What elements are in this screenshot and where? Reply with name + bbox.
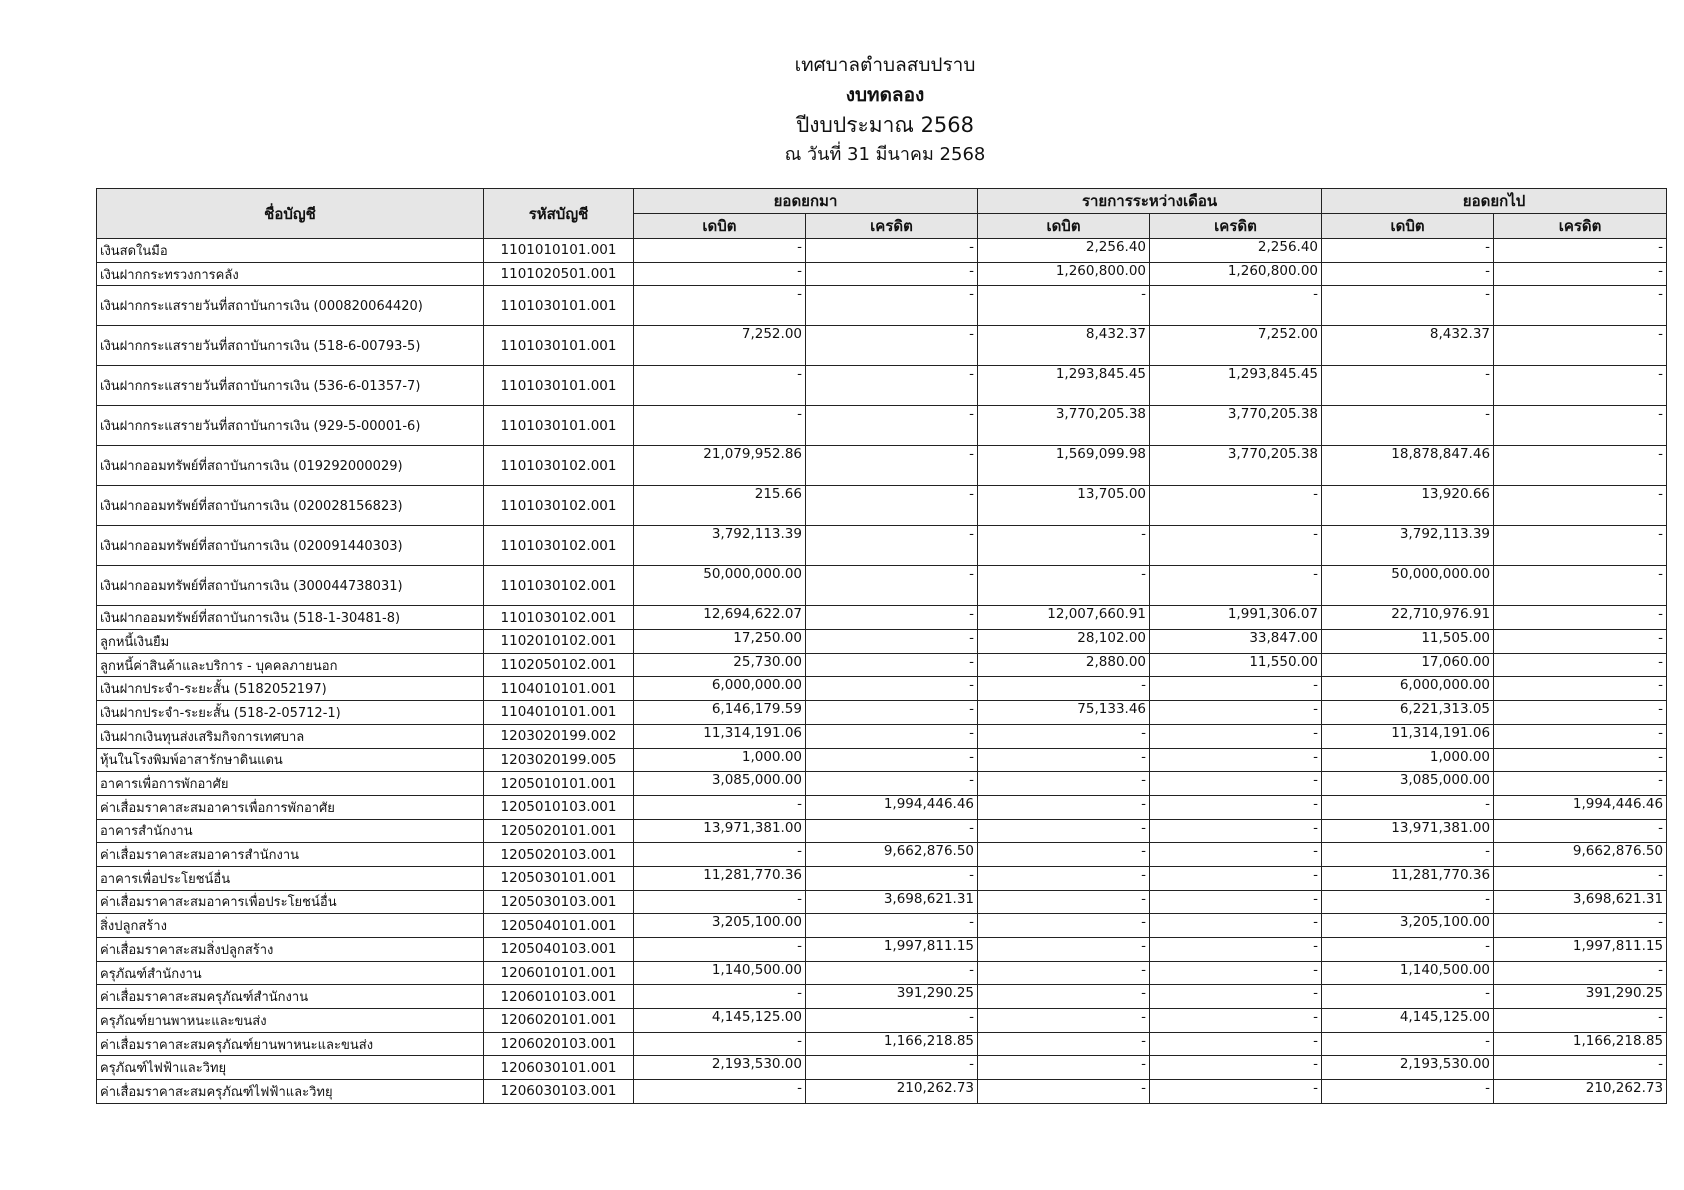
table-row [97, 653, 1667, 677]
table-row [97, 326, 1667, 366]
month-credit-cell: - [1150, 866, 1322, 890]
month-debit-cell: - [978, 985, 1150, 1009]
opening-credit-cell: - [806, 1009, 978, 1033]
closing-credit-cell: - [1494, 653, 1667, 677]
opening-debit-cell: 7,252.00 [634, 326, 806, 366]
table-body [97, 239, 1667, 1104]
opening-debit-cell: - [634, 286, 806, 326]
account-name-cell: อาคารเพื่อการพักอาศัย [97, 772, 484, 796]
opening-credit-cell: - [806, 406, 978, 446]
table-row [97, 748, 1667, 772]
month-credit-cell: - [1150, 724, 1322, 748]
table-row [97, 606, 1667, 630]
table-row [97, 630, 1667, 654]
opening-credit-cell: - [806, 961, 978, 985]
closing-debit-cell: 13,971,381.00 [1322, 819, 1494, 843]
account-code-cell: 1206010101.001 [484, 961, 634, 985]
month-credit-cell: - [1150, 961, 1322, 985]
account-name-cell: เงินฝากประจำ-ระยะสั้น (5182052197) [97, 677, 484, 701]
account-code-cell: 1205040101.001 [484, 914, 634, 938]
opening-credit-cell: - [806, 606, 978, 630]
closing-debit-cell: - [1322, 239, 1494, 263]
closing-credit-cell: 391,290.25 [1494, 985, 1667, 1009]
table-row [97, 1056, 1667, 1080]
table-row [97, 985, 1667, 1009]
closing-debit-cell: - [1322, 1080, 1494, 1104]
closing-credit-cell: - [1494, 819, 1667, 843]
closing-credit-cell: - [1494, 724, 1667, 748]
closing-debit-cell: 1,140,500.00 [1322, 961, 1494, 985]
closing-debit-cell: - [1322, 366, 1494, 406]
month-debit-cell: - [978, 890, 1150, 914]
month-debit-cell: - [978, 1009, 1150, 1033]
account-code-cell: 1205040103.001 [484, 938, 634, 962]
closing-credit-cell: 1,994,446.46 [1494, 795, 1667, 819]
opening-debit-cell: 1,140,500.00 [634, 961, 806, 985]
table-row [97, 486, 1667, 526]
month-debit-cell: 1,569,099.98 [978, 446, 1150, 486]
month-credit-cell: 1,293,845.45 [1150, 366, 1322, 406]
closing-credit-cell: - [1494, 446, 1667, 486]
opening-credit-cell: 1,166,218.85 [806, 1032, 978, 1056]
report-header [0, 50, 1684, 170]
closing-credit-cell: 9,662,876.50 [1494, 843, 1667, 867]
opening-credit-cell: - [806, 724, 978, 748]
account-code-cell: 1101030101.001 [484, 366, 634, 406]
account-name-cell: เงินฝากออมทรัพย์ที่สถาบันการเงิน (518-1-30481-8) [97, 606, 484, 630]
table-row [97, 795, 1667, 819]
closing-credit-cell: - [1494, 262, 1667, 286]
opening-debit-cell: 6,146,179.59 [634, 701, 806, 725]
account-code-cell: 1101030102.001 [484, 446, 634, 486]
account-name-cell: สิ่งปลูกสร้าง [97, 914, 484, 938]
month-debit-cell: 3,770,205.38 [978, 406, 1150, 446]
trial-balance-sheet [96, 188, 1667, 1104]
month-debit-cell: - [978, 724, 1150, 748]
report-title: งบทดลอง [845, 84, 925, 106]
opening-debit-cell: - [634, 239, 806, 263]
month-credit-cell: 2,256.40 [1150, 239, 1322, 263]
account-code-cell: 1101030102.001 [484, 566, 634, 606]
opening-debit-cell: 6,000,000.00 [634, 677, 806, 701]
month-credit-cell: - [1150, 526, 1322, 566]
closing-debit-cell: 22,710,976.91 [1322, 606, 1494, 630]
table-row [97, 1080, 1667, 1104]
month-debit-cell: - [978, 677, 1150, 701]
closing-credit-cell: 210,262.73 [1494, 1080, 1667, 1104]
month-debit-cell: 2,256.40 [978, 239, 1150, 263]
account-code-cell: 1205020103.001 [484, 843, 634, 867]
month-debit-cell: - [978, 1080, 1150, 1104]
opening-debit-cell: 17,250.00 [634, 630, 806, 654]
closing-credit-cell: - [1494, 406, 1667, 446]
opening-debit-cell: 4,145,125.00 [634, 1009, 806, 1033]
closing-credit-cell: - [1494, 677, 1667, 701]
account-name-cell: ครุภัณฑ์ยานพาหนะและขนส่ง [97, 1009, 484, 1033]
month-credit-cell: - [1150, 1080, 1322, 1104]
report-date: ณ วันที่ 31 มีนาคม 2568 [784, 144, 986, 165]
account-code-cell: 1205030101.001 [484, 866, 634, 890]
account-name-cell: ค่าเสื่อมราคาสะสมสิ่งปลูกสร้าง [97, 938, 484, 962]
account-code-cell: 1206010103.001 [484, 985, 634, 1009]
closing-debit-cell: 4,145,125.00 [1322, 1009, 1494, 1033]
header-month-debit: เดบิต [978, 214, 1150, 239]
account-code-cell: 1206020101.001 [484, 1009, 634, 1033]
account-name-cell: เงินฝากออมทรัพย์ที่สถาบันการเงิน (020028156823) [97, 486, 484, 526]
header-closing-balance: ยอดยกไป [1322, 189, 1667, 214]
month-credit-cell: - [1150, 566, 1322, 606]
header-closing-credit: เครดิต [1494, 214, 1667, 239]
account-name-cell: เงินฝากออมทรัพย์ที่สถาบันการเงิน (300044738031) [97, 566, 484, 606]
table-row [97, 819, 1667, 843]
account-name-cell: อาคารสำนักงาน [97, 819, 484, 843]
opening-credit-cell: - [806, 1056, 978, 1080]
opening-credit-cell: 9,662,876.50 [806, 843, 978, 867]
opening-debit-cell: - [634, 938, 806, 962]
closing-debit-cell: - [1322, 843, 1494, 867]
month-debit-cell: - [978, 286, 1150, 326]
month-credit-cell: - [1150, 795, 1322, 819]
header-opening-debit: เดบิต [634, 214, 806, 239]
month-debit-cell: - [978, 961, 1150, 985]
header-monthly-transactions: รายการระหว่างเดือน [978, 189, 1322, 214]
month-credit-cell: 1,991,306.07 [1150, 606, 1322, 630]
closing-credit-cell: - [1494, 326, 1667, 366]
opening-debit-cell: - [634, 1080, 806, 1104]
opening-debit-cell: - [634, 890, 806, 914]
opening-debit-cell: 50,000,000.00 [634, 566, 806, 606]
header-month-credit: เครดิต [1150, 214, 1322, 239]
table-row [97, 890, 1667, 914]
header-opening-balance: ยอดยกมา [634, 189, 978, 214]
opening-debit-cell: - [634, 985, 806, 1009]
month-debit-cell: - [978, 1056, 1150, 1080]
account-code-cell: 1205010103.001 [484, 795, 634, 819]
closing-credit-cell: - [1494, 748, 1667, 772]
month-credit-cell: 3,770,205.38 [1150, 406, 1322, 446]
month-debit-cell: - [978, 566, 1150, 606]
trial-balance-table [96, 188, 1667, 1104]
account-name-cell: เงินสดในมือ [97, 239, 484, 263]
month-credit-cell: - [1150, 748, 1322, 772]
opening-credit-cell: 1,994,446.46 [806, 795, 978, 819]
month-debit-cell: 1,293,845.45 [978, 366, 1150, 406]
table-row [97, 406, 1667, 446]
table-row [97, 677, 1667, 701]
account-code-cell: 1205020101.001 [484, 819, 634, 843]
month-debit-cell: - [978, 748, 1150, 772]
closing-debit-cell: 3,085,000.00 [1322, 772, 1494, 796]
month-debit-cell: 1,260,800.00 [978, 262, 1150, 286]
account-name-cell: ค่าเสื่อมราคาสะสมครุภัณฑ์ไฟฟ้าและวิทยุ [97, 1080, 484, 1104]
table-row [97, 961, 1667, 985]
account-code-cell: 1101030102.001 [484, 606, 634, 630]
table-row [97, 772, 1667, 796]
account-code-cell: 1102010102.001 [484, 630, 634, 654]
month-debit-cell: 12,007,660.91 [978, 606, 1150, 630]
account-name-cell: ลูกหนี้ค่าสินค้าและบริการ - บุคคลภายนอก [97, 653, 484, 677]
opening-debit-cell: - [634, 366, 806, 406]
month-credit-cell: 3,770,205.38 [1150, 446, 1322, 486]
month-debit-cell: 13,705.00 [978, 486, 1150, 526]
table-row [97, 914, 1667, 938]
closing-debit-cell: - [1322, 262, 1494, 286]
opening-credit-cell: 3,698,621.31 [806, 890, 978, 914]
account-code-cell: 1102050102.001 [484, 653, 634, 677]
account-code-cell: 1206030101.001 [484, 1056, 634, 1080]
closing-debit-cell: 2,193,530.00 [1322, 1056, 1494, 1080]
table-row [97, 366, 1667, 406]
opening-credit-cell: - [806, 748, 978, 772]
opening-credit-cell: - [806, 239, 978, 263]
closing-debit-cell: 50,000,000.00 [1322, 566, 1494, 606]
account-code-cell: 1203020199.002 [484, 724, 634, 748]
opening-debit-cell: 3,205,100.00 [634, 914, 806, 938]
closing-debit-cell: 1,000.00 [1322, 748, 1494, 772]
opening-credit-cell: - [806, 677, 978, 701]
account-code-cell: 1101030101.001 [484, 286, 634, 326]
opening-credit-cell: - [806, 772, 978, 796]
closing-debit-cell: 6,221,313.05 [1322, 701, 1494, 725]
account-code-cell: 1101010101.001 [484, 239, 634, 263]
table-row [97, 239, 1667, 263]
opening-debit-cell: 1,000.00 [634, 748, 806, 772]
month-credit-cell: - [1150, 677, 1322, 701]
opening-credit-cell: - [806, 630, 978, 654]
opening-debit-cell: 3,085,000.00 [634, 772, 806, 796]
month-credit-cell: 7,252.00 [1150, 326, 1322, 366]
closing-credit-cell: - [1494, 914, 1667, 938]
closing-debit-cell: 3,205,100.00 [1322, 914, 1494, 938]
account-name-cell: เงินฝากกระแสรายวันที่สถาบันการเงิน (536-6-01357-7) [97, 366, 484, 406]
account-name-cell: ครุภัณฑ์ไฟฟ้าและวิทยุ [97, 1056, 484, 1080]
opening-credit-cell: - [806, 914, 978, 938]
closing-debit-cell: 11,505.00 [1322, 630, 1494, 654]
opening-debit-cell: 3,792,113.39 [634, 526, 806, 566]
organization-name: เทศบาลตำบลสบปราบ [794, 54, 976, 76]
account-name-cell: เงินฝากกระแสรายวันที่สถาบันการเงิน (518-6-00793-5) [97, 326, 484, 366]
opening-debit-cell: 13,971,381.00 [634, 819, 806, 843]
closing-credit-cell: - [1494, 366, 1667, 406]
closing-credit-cell: - [1494, 239, 1667, 263]
header-opening-credit: เครดิต [806, 214, 978, 239]
closing-debit-cell: 3,792,113.39 [1322, 526, 1494, 566]
closing-debit-cell: - [1322, 795, 1494, 819]
opening-debit-cell: 12,694,622.07 [634, 606, 806, 630]
table-row [97, 446, 1667, 486]
opening-debit-cell: - [634, 843, 806, 867]
month-debit-cell: 8,432.37 [978, 326, 1150, 366]
opening-credit-cell: - [806, 366, 978, 406]
account-name-cell: ค่าเสื่อมราคาสะสมครุภัณฑ์ยานพาหนะและขนส่ง [97, 1032, 484, 1056]
month-credit-cell: - [1150, 914, 1322, 938]
account-name-cell: เงินฝากประจำ-ระยะสั้น (518-2-05712-1) [97, 701, 484, 725]
closing-credit-cell: - [1494, 772, 1667, 796]
opening-debit-cell: 11,314,191.06 [634, 724, 806, 748]
closing-credit-cell: - [1494, 286, 1667, 326]
closing-credit-cell: - [1494, 630, 1667, 654]
month-credit-cell: - [1150, 1032, 1322, 1056]
account-name-cell: ค่าเสื่อมราคาสะสมอาคารเพื่อการพักอาศัย [97, 795, 484, 819]
closing-credit-cell: 1,166,218.85 [1494, 1032, 1667, 1056]
account-code-cell: 1206030103.001 [484, 1080, 634, 1104]
account-name-cell: เงินฝากกระทรวงการคลัง [97, 262, 484, 286]
table-row [97, 1009, 1667, 1033]
opening-credit-cell: 1,997,811.15 [806, 938, 978, 962]
opening-credit-cell: - [806, 446, 978, 486]
month-debit-cell: - [978, 1032, 1150, 1056]
account-name-cell: เงินฝากออมทรัพย์ที่สถาบันการเงิน (020091440303) [97, 526, 484, 566]
month-credit-cell: - [1150, 843, 1322, 867]
account-code-cell: 1101020501.001 [484, 262, 634, 286]
opening-debit-cell: - [634, 262, 806, 286]
opening-debit-cell: 11,281,770.36 [634, 866, 806, 890]
account-code-cell: 1104010101.001 [484, 677, 634, 701]
closing-debit-cell: 11,314,191.06 [1322, 724, 1494, 748]
closing-credit-cell: - [1494, 866, 1667, 890]
closing-debit-cell: - [1322, 406, 1494, 446]
opening-debit-cell: 25,730.00 [634, 653, 806, 677]
fiscal-year: ปีงบประมาณ 2568 [795, 113, 975, 137]
closing-debit-cell: 18,878,847.46 [1322, 446, 1494, 486]
account-code-cell: 1203020199.005 [484, 748, 634, 772]
month-credit-cell: 1,260,800.00 [1150, 262, 1322, 286]
opening-debit-cell: 21,079,952.86 [634, 446, 806, 486]
account-code-cell: 1101030102.001 [484, 486, 634, 526]
account-name-cell: หุ้นในโรงพิมพ์อาสารักษาดินแดน [97, 748, 484, 772]
month-debit-cell: - [978, 795, 1150, 819]
account-code-cell: 1101030101.001 [484, 326, 634, 366]
opening-credit-cell: 210,262.73 [806, 1080, 978, 1104]
opening-debit-cell: - [634, 1032, 806, 1056]
opening-debit-cell: - [634, 406, 806, 446]
month-credit-cell: - [1150, 701, 1322, 725]
account-name-cell: ค่าเสื่อมราคาสะสมอาคารเพื่อประโยชน์อื่น [97, 890, 484, 914]
account-code-cell: 1101030101.001 [484, 406, 634, 446]
month-debit-cell: 2,880.00 [978, 653, 1150, 677]
table-row [97, 526, 1667, 566]
month-credit-cell: 33,847.00 [1150, 630, 1322, 654]
opening-credit-cell: - [806, 286, 978, 326]
month-credit-cell: - [1150, 1056, 1322, 1080]
opening-credit-cell: - [806, 866, 978, 890]
account-code-cell: 1206020103.001 [484, 1032, 634, 1056]
table-row [97, 262, 1667, 286]
month-credit-cell: - [1150, 286, 1322, 326]
account-name-cell: อาคารเพื่อประโยชน์อื่น [97, 866, 484, 890]
closing-credit-cell: - [1494, 701, 1667, 725]
table-row [97, 843, 1667, 867]
table-row [97, 724, 1667, 748]
closing-credit-cell: - [1494, 961, 1667, 985]
opening-debit-cell: - [634, 795, 806, 819]
month-credit-cell: 11,550.00 [1150, 653, 1322, 677]
account-name-cell: เงินฝากเงินทุนส่งเสริมกิจการเทศบาล [97, 724, 484, 748]
closing-credit-cell: 3,698,621.31 [1494, 890, 1667, 914]
closing-credit-cell: 1,997,811.15 [1494, 938, 1667, 962]
month-credit-cell: - [1150, 938, 1322, 962]
closing-credit-cell: - [1494, 566, 1667, 606]
closing-credit-cell: - [1494, 1056, 1667, 1080]
opening-credit-cell: - [806, 819, 978, 843]
closing-debit-cell: - [1322, 1032, 1494, 1056]
closing-debit-cell: - [1322, 985, 1494, 1009]
closing-debit-cell: - [1322, 890, 1494, 914]
opening-credit-cell: - [806, 526, 978, 566]
closing-debit-cell: 13,920.66 [1322, 486, 1494, 526]
month-debit-cell: 28,102.00 [978, 630, 1150, 654]
account-code-cell: 1205030103.001 [484, 890, 634, 914]
month-debit-cell: - [978, 866, 1150, 890]
account-name-cell: เงินฝากกระแสรายวันที่สถาบันการเงิน (000820064420) [97, 286, 484, 326]
month-credit-cell: - [1150, 985, 1322, 1009]
month-debit-cell: - [978, 772, 1150, 796]
account-name-cell: ครุภัณฑ์สำนักงาน [97, 961, 484, 985]
header-account-code: รหัสบัญชี [484, 189, 634, 239]
opening-credit-cell: - [806, 262, 978, 286]
opening-debit-cell: 2,193,530.00 [634, 1056, 806, 1080]
closing-debit-cell: 11,281,770.36 [1322, 866, 1494, 890]
opening-credit-cell: - [806, 486, 978, 526]
closing-credit-cell: - [1494, 1009, 1667, 1033]
month-debit-cell: - [978, 938, 1150, 962]
closing-debit-cell: - [1322, 938, 1494, 962]
month-credit-cell: - [1150, 486, 1322, 526]
closing-debit-cell: 6,000,000.00 [1322, 677, 1494, 701]
month-debit-cell: - [978, 914, 1150, 938]
month-debit-cell: - [978, 526, 1150, 566]
opening-credit-cell: 391,290.25 [806, 985, 978, 1009]
closing-credit-cell: - [1494, 526, 1667, 566]
account-name-cell: เงินฝากกระแสรายวันที่สถาบันการเงิน (929-5-00001-6) [97, 406, 484, 446]
closing-credit-cell: - [1494, 606, 1667, 630]
account-name-cell: ค่าเสื่อมราคาสะสมอาคารสำนักงาน [97, 843, 484, 867]
account-code-cell: 1104010101.001 [484, 701, 634, 725]
opening-credit-cell: - [806, 566, 978, 606]
closing-debit-cell: 8,432.37 [1322, 326, 1494, 366]
table-row [97, 286, 1667, 326]
closing-credit-cell: - [1494, 486, 1667, 526]
account-code-cell: 1205010101.001 [484, 772, 634, 796]
month-credit-cell: - [1150, 890, 1322, 914]
opening-debit-cell: 215.66 [634, 486, 806, 526]
account-code-cell: 1101030102.001 [484, 526, 634, 566]
table-row [97, 1032, 1667, 1056]
month-debit-cell: 75,133.46 [978, 701, 1150, 725]
opening-credit-cell: - [806, 653, 978, 677]
account-name-cell: ค่าเสื่อมราคาสะสมครุภัณฑ์สำนักงาน [97, 985, 484, 1009]
table-row [97, 866, 1667, 890]
closing-debit-cell: - [1322, 286, 1494, 326]
header-closing-debit: เดบิต [1322, 214, 1494, 239]
account-name-cell: ลูกหนี้เงินยืม [97, 630, 484, 654]
month-credit-cell: - [1150, 772, 1322, 796]
opening-credit-cell: - [806, 326, 978, 366]
table-row [97, 701, 1667, 725]
table-row [97, 938, 1667, 962]
closing-debit-cell: 17,060.00 [1322, 653, 1494, 677]
month-credit-cell: - [1150, 819, 1322, 843]
month-debit-cell: - [978, 819, 1150, 843]
month-debit-cell: - [978, 843, 1150, 867]
account-name-cell: เงินฝากออมทรัพย์ที่สถาบันการเงิน (019292000029) [97, 446, 484, 486]
opening-credit-cell: - [806, 701, 978, 725]
header-account-name: ชื่อบัญชี [97, 189, 484, 239]
month-credit-cell: - [1150, 1009, 1322, 1033]
table-row [97, 566, 1667, 606]
